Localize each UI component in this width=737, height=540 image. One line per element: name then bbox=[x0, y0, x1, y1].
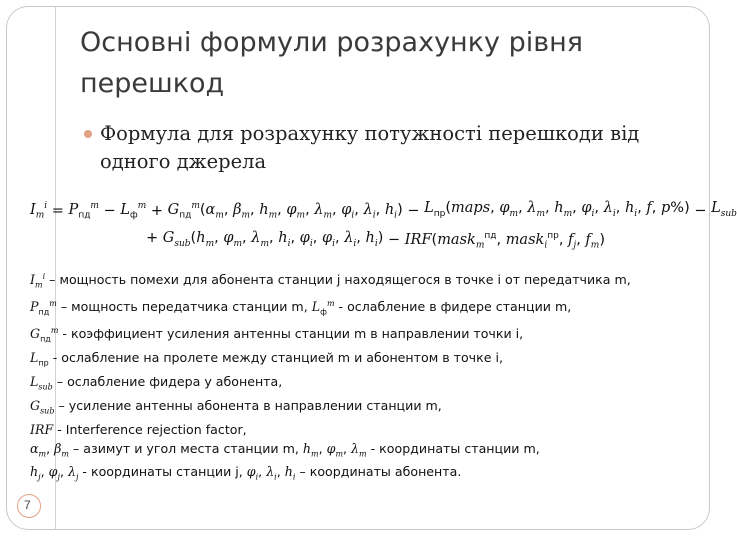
definition-text: - ослабление на пролете между станцией m и абонентом в точке i, bbox=[48, 350, 503, 366]
definition-row: $\alpha_m$, $\beta_m$ – азимут и угол места станции m, $h_m$, $\varphi_m$, $\lambda_m$ - координаты станции m, bbox=[30, 440, 540, 459]
definition-text: – азимут и угол места станции m, bbox=[69, 440, 303, 456]
formula-lf: $L_ф^m$ bbox=[120, 201, 147, 221]
definition-row: $G_{пд}^m$ - коэффициент усиления антенны станции m в направлении точки i, bbox=[30, 326, 524, 344]
definition-row: $L_{пр}$ - ослабление на пролете между станцией m и абонентом в точке i, bbox=[30, 350, 503, 368]
bullet-text: Формула для розрахунку потужності перешкоди від одного джерела bbox=[100, 122, 640, 173]
definition-text: – ослабление фидера у абонента, bbox=[52, 374, 283, 390]
interference-formula bbox=[30, 196, 737, 256]
definition-row: IRF - Interference rejection factor, bbox=[30, 422, 247, 438]
formula-g: $G_{пд}^m(\alpha_m$, $\beta_m$, $h_m$, $\varphi_m$, $\lambda_m$, $\varphi_i$, $\lambda_i$, $h_i$) bbox=[167, 201, 403, 221]
page-number: 7 bbox=[24, 498, 31, 512]
bullet-dot-icon bbox=[84, 130, 92, 138]
definition-text: – усиление антенны абонента в направлении станции m, bbox=[54, 398, 442, 414]
definition-text: – мощность передатчика станции m, bbox=[56, 299, 312, 315]
formula-minus-3: − bbox=[689, 203, 712, 219]
formula-line-1 bbox=[30, 196, 737, 226]
definition-row: $L_{sub}$ – ослабление фидера у абонента, bbox=[30, 374, 283, 392]
definitions-list bbox=[30, 268, 690, 487]
definition-text: - Interference rejection factor, bbox=[53, 422, 247, 438]
definition-text: – координаты абонента. bbox=[295, 464, 462, 480]
definition-row: $P_{пд}^m$ – мощность передатчика станции m, $L_ф^m$ - ослабление в фидере станции m, bbox=[30, 299, 572, 317]
definition-text: – мощность помехи для абонента станции j находящегося в точке i от передатчика m, bbox=[45, 272, 631, 288]
definition-text: - ослабление в фидере станции m, bbox=[334, 299, 572, 315]
definition-row: $I_m^i$ – мощность помехи для абонента станции j находящегося в точке i от передатчика m, bbox=[30, 272, 631, 290]
formula-lsub: $L_{sub}$ bbox=[711, 200, 737, 219]
formula-eq: = bbox=[47, 203, 69, 219]
formula-line-2 bbox=[30, 226, 690, 256]
formula-minus-irf: − IRF(mask$_m^{пд}$, mask$_i^{пр}$, $f_j$, $f_m$) bbox=[383, 231, 606, 251]
definition-text: - координаты станции m, bbox=[366, 440, 540, 456]
formula-plus-1: + bbox=[146, 203, 168, 219]
slide-title: Основні формули розрахунку рівня перешкод bbox=[80, 27, 584, 99]
formula-lhs: $I_m^i$ bbox=[30, 201, 48, 221]
formula-plus-gsub: + $G_{sub}(h_m$, $\varphi_m$, $\lambda_m$, $h_i$, $\varphi_i$, $\varphi_i$, $\lambda_i$, $h_i$) bbox=[146, 230, 384, 249]
formula-minus-1: − bbox=[98, 203, 121, 219]
formula-minus-2: − bbox=[402, 203, 425, 219]
formula-p: $P_{пд}^m$ bbox=[68, 201, 99, 221]
definition-row: $G_{sub}$ – усиление антенны абонента в направлении станции m, bbox=[30, 398, 442, 416]
formula-lpr: $L_{пр}(maps$, $\varphi_m$, $\lambda_m$, $h_m$, $\varphi_i$, $\lambda_i$, $h_i$, f, p%) bbox=[424, 200, 690, 219]
definition-row: $h_j$, $\varphi_j$, $\lambda_j$ - координаты станции j, $\varphi_i$, $\lambda_i$, $h_i$ – координаты абонента. bbox=[30, 464, 462, 482]
bullet-item bbox=[84, 120, 704, 176]
definition-text: - коэффициент усиления антенны станции m в направлении точки i, bbox=[58, 326, 524, 342]
definition-text: - координаты станции j, bbox=[78, 464, 247, 480]
